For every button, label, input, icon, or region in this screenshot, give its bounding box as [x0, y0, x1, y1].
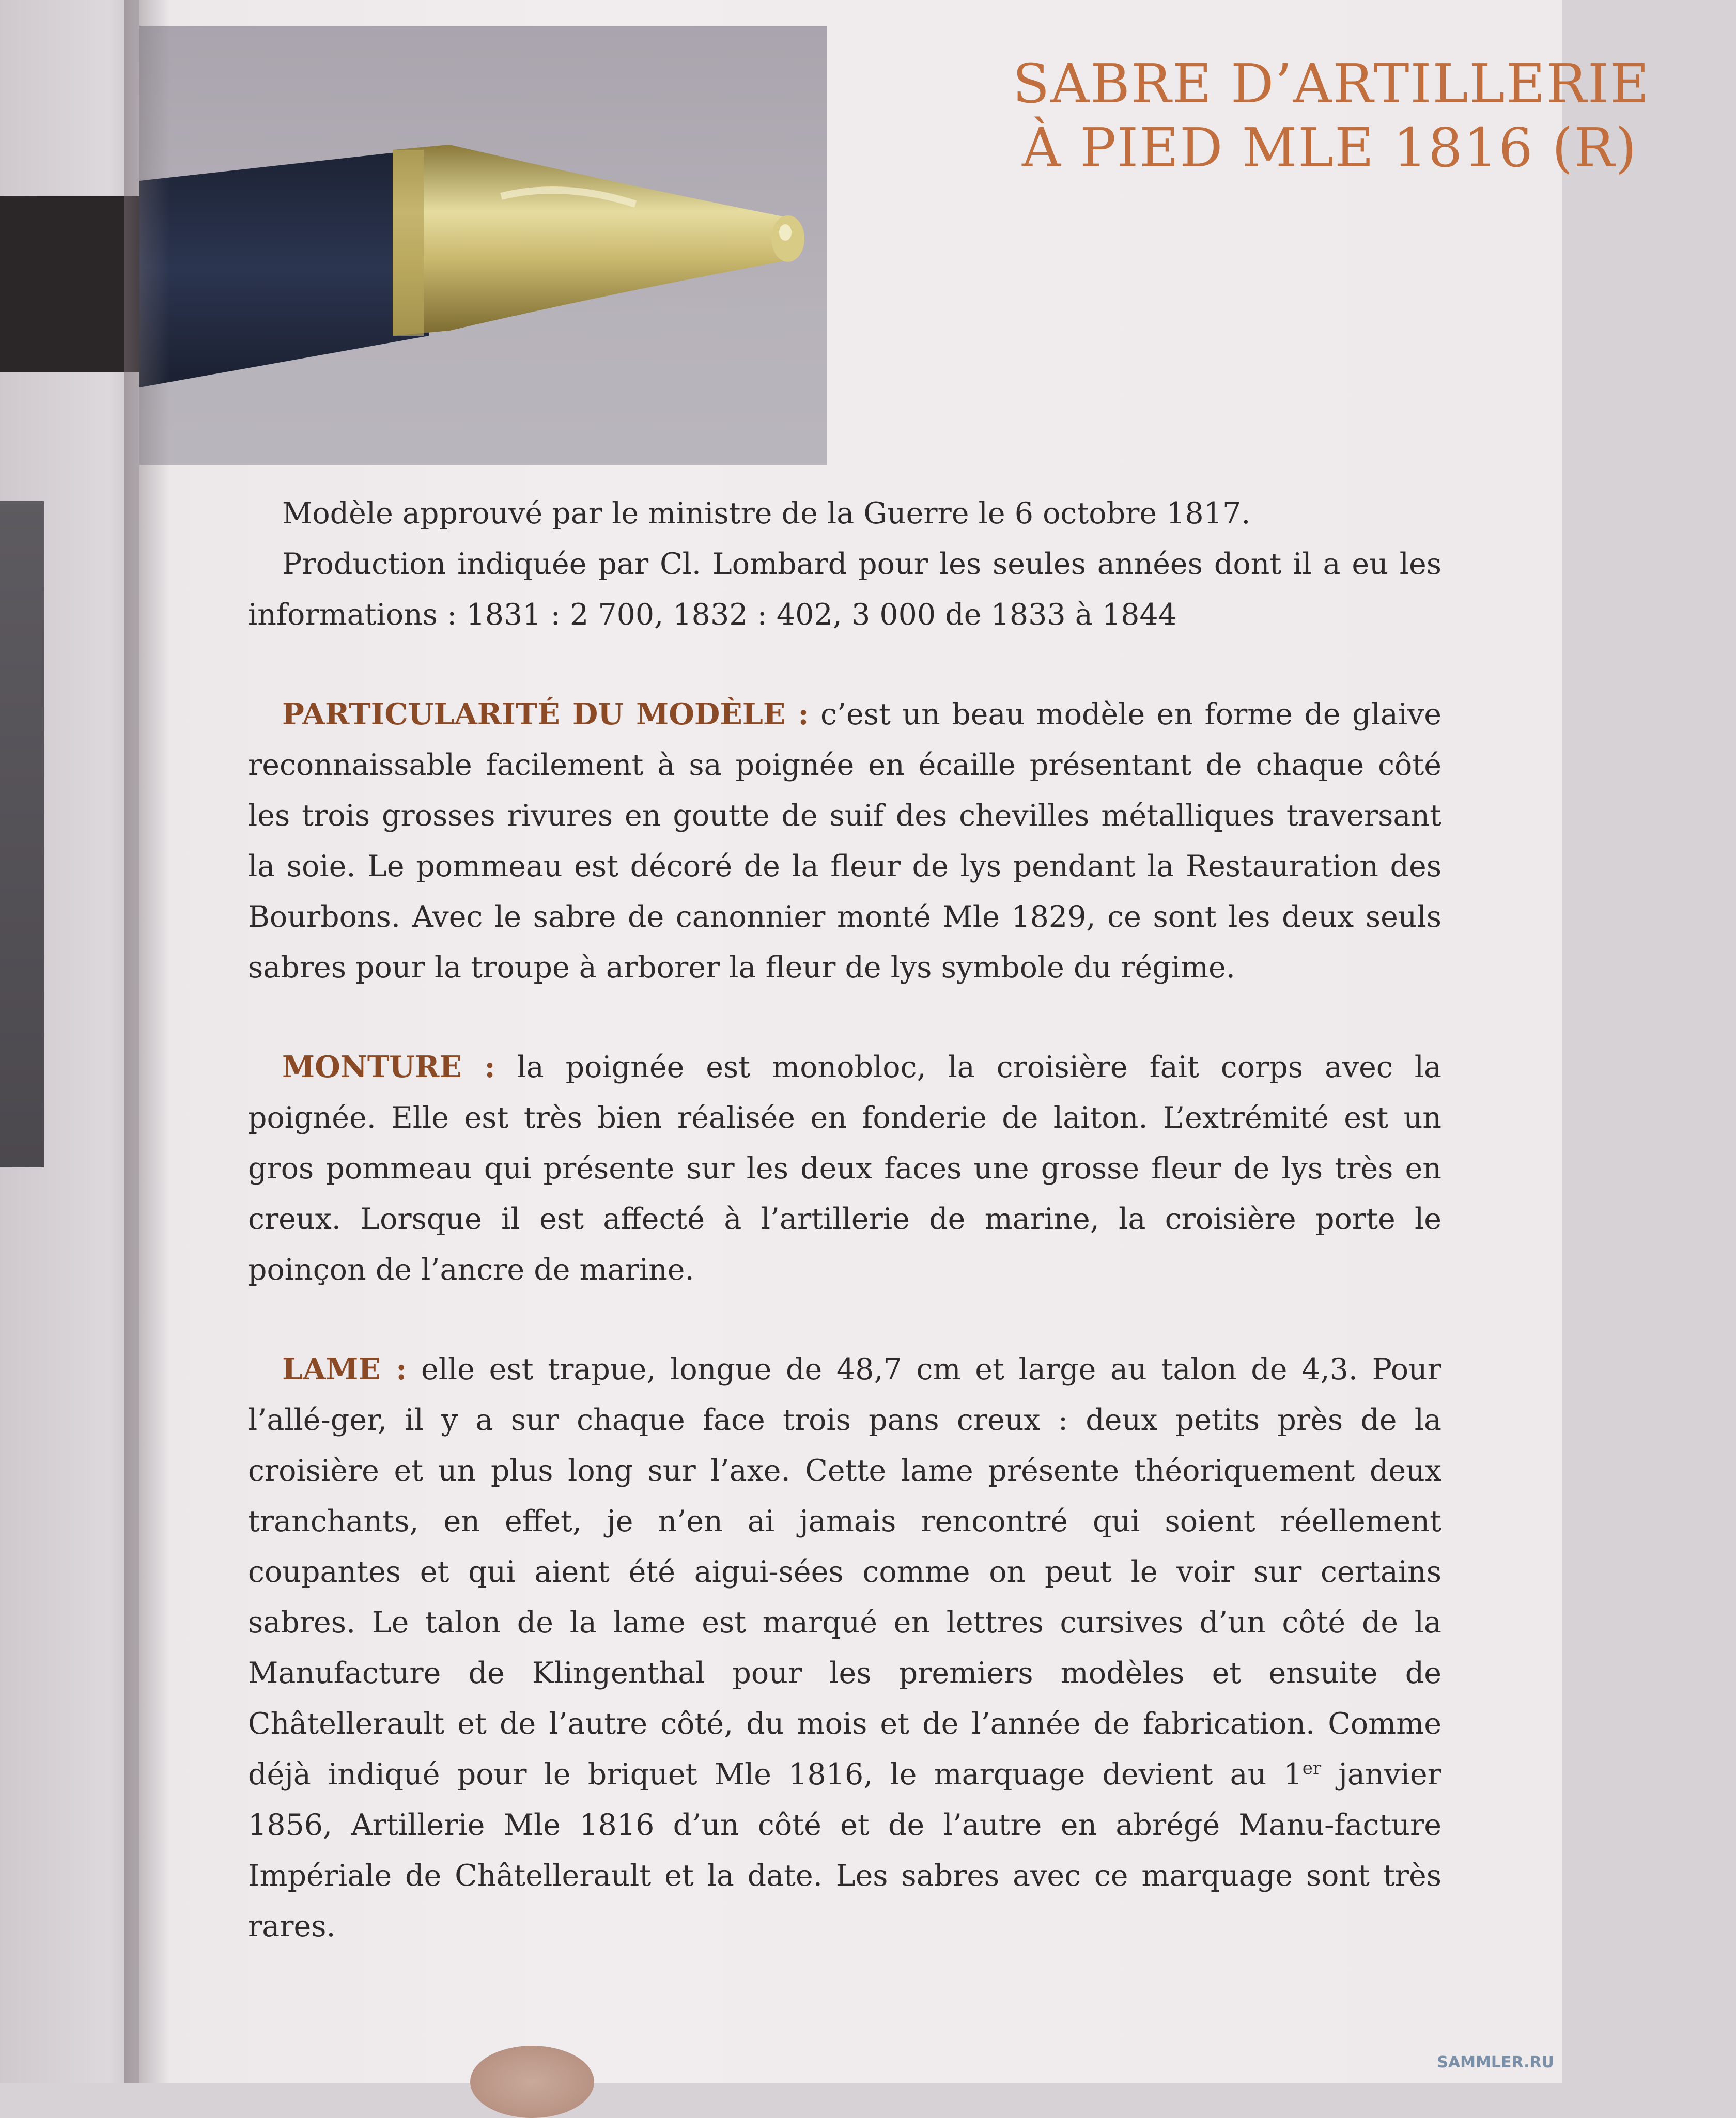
- title-line-2: À PIED MLE 1816 (R): [1022, 116, 1638, 179]
- monture-body: la poignée est monobloc, la croisière fait corps avec la poignée. Elle est très bien réalisée en fonderie de laiton. L’extrémité est un gros pommeau qui présente sur les deux faces une grosse fleur de lys très en creux. Lorsque il est affecté à l’artillerie de marine, la croisière porte le poinçon de l’ancre de marine.: [248, 1050, 1442, 1287]
- particularite-heading: PARTICULARITÉ DU MODÈLE :: [282, 697, 809, 731]
- particularite-body: c’est un beau modèle en forme de glaive reconnaissable facilement à sa poignée en écaille présentant de chaque côté les trois grosses rivures en goutte de suif des chevilles métalliques traversant la soie. Le pommeau est décoré de la fleur de lys pendant la Restauration des Bourbons. Avec le sabre de canonnier monté Mle 1829, ce sont les deux seuls sabres pour la troupe à arborer la fleur de lys symbole du régime.: [248, 697, 1442, 985]
- title-line-1: SABRE D’ARTILLERIE: [1013, 52, 1650, 115]
- intro-paragraph-2: Production indiquée par Cl. Lombard pour les seules années dont il a eu les informations : 1831 : 2 700, 1832 : 402, 3 000 de 1833 à 1844: [248, 547, 1442, 632]
- page-title: [1013, 52, 1736, 180]
- lame-heading: LAME :: [282, 1352, 407, 1387]
- lame-superscript: er: [1302, 1758, 1322, 1779]
- lame-body-a: elle est trapue, longue de 48,7 cm et large au talon de 4,3. Pour l’allé-ger, il y a sur chaque face trois pans creux : deux petits près de la croisière et un plus long sur l’axe. Cette lame présente théoriquement deux tranchants, en effet, je n’en ai jamais rencontré qui soient réellement coupantes et qui aient été aigui-sées comme on peut le voir sur certains sabres. Le talon de la lame est marqué en lettres cursives d’un côté de la Manufacture de Klingenthal pour les premiers modèles et ensuite de Châtellerault et de l’autre côté, du mois et de l’année de fabrication. Comme déjà indiqué pour le briquet Mle 1816, le marquage devient au 1: [248, 1352, 1442, 1792]
- lame-paragraph: [248, 1344, 1442, 1952]
- particularite-paragraph: [248, 689, 1442, 993]
- thumb: [470, 2046, 594, 2118]
- monture-paragraph: [248, 1042, 1442, 1295]
- scabbard-tip-illustration: [140, 26, 827, 465]
- body-text: [248, 488, 1442, 1952]
- lame-body-b: janvier 1856, Artillerie Mle 1816 d’un côté et de l’autre en abrégé Manu-facture Impériale de Châtellerault et la date. Les sabres avec ce marquage sont très rares.: [248, 1757, 1442, 1943]
- scabbard-tip-photo: [140, 26, 827, 465]
- monture-heading: MONTURE :: [282, 1050, 495, 1084]
- facing-page-photo-edge: [0, 501, 44, 1167]
- intro-paragraph-1: Modèle approuvé par le ministre de la Guerre le 6 octobre 1817.: [282, 496, 1251, 531]
- book-gutter: [124, 0, 171, 2083]
- watermark: SAMMLER.RU: [1437, 2053, 1554, 2072]
